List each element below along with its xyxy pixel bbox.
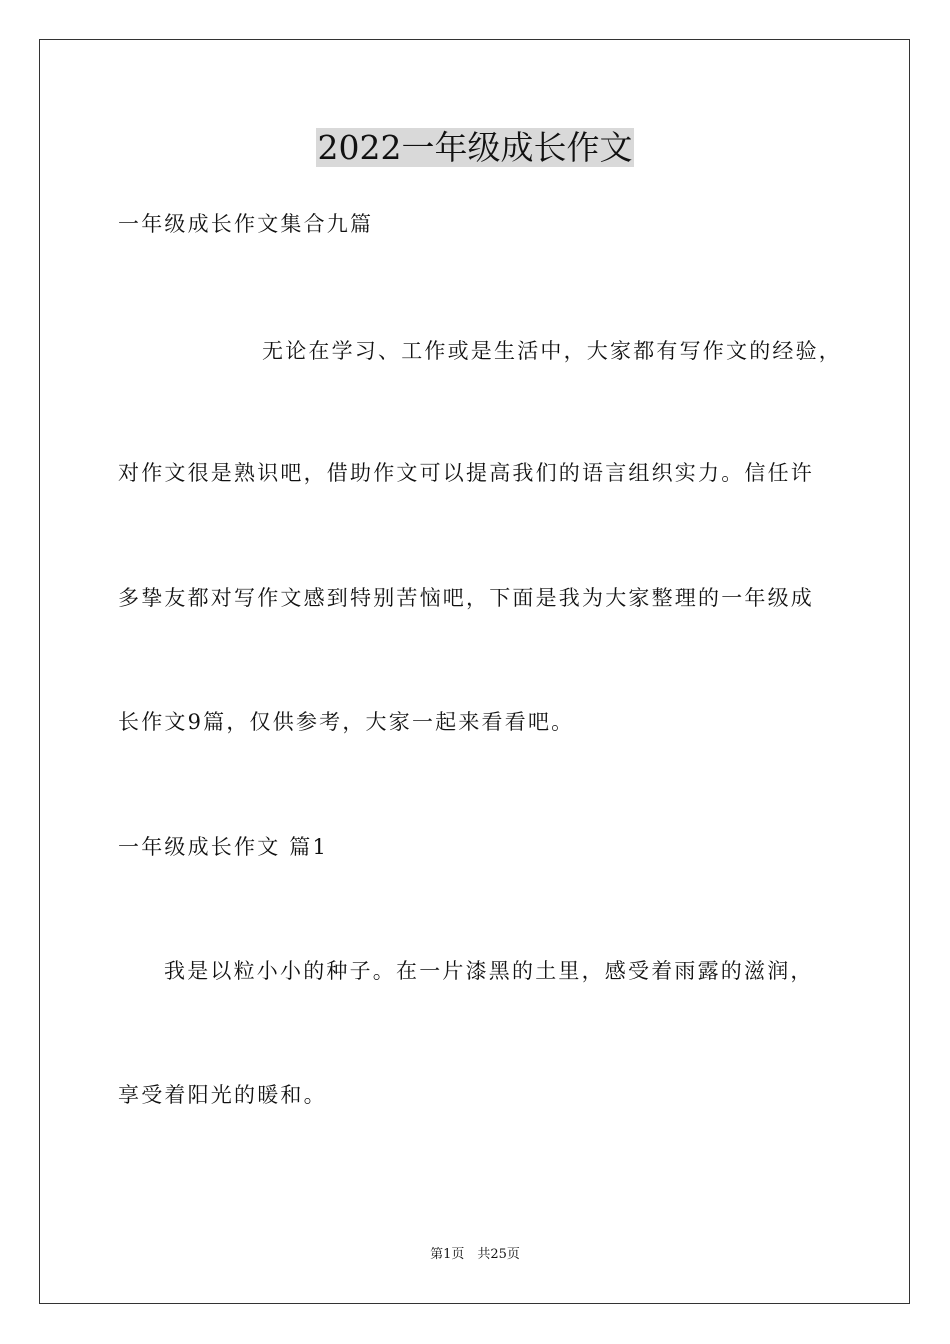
paragraph-line: 无论在学习、工作或是生活中，大家都有写作文的经验，	[262, 339, 842, 363]
paragraph-line: 享受着阳光的暖和。	[118, 1083, 327, 1107]
paragraph-line: 我是以粒小小的种子。在一片漆黑的土里，感受着雨露的滋润，	[164, 959, 814, 983]
subtitle-line: 一年级成长作文集合九篇	[118, 212, 374, 236]
document-title	[0, 126, 950, 170]
paragraph-line: 多挚友都对写作文感到特别苦恼吧，下面是我为大家整理的一年级成	[118, 586, 814, 610]
page-footer: 第1页 共25页	[430, 1247, 520, 1262]
section-heading: 一年级成长作文 篇1	[118, 835, 329, 859]
document-title-text: 2022一年级成长作文	[317, 128, 633, 167]
paragraph-line: 对作文很是熟识吧，借助作文可以提高我们的语言组织实力。信任许	[118, 461, 814, 485]
paragraph-line: 长作文9篇，仅供参考，大家一起来看看吧。	[118, 710, 575, 734]
